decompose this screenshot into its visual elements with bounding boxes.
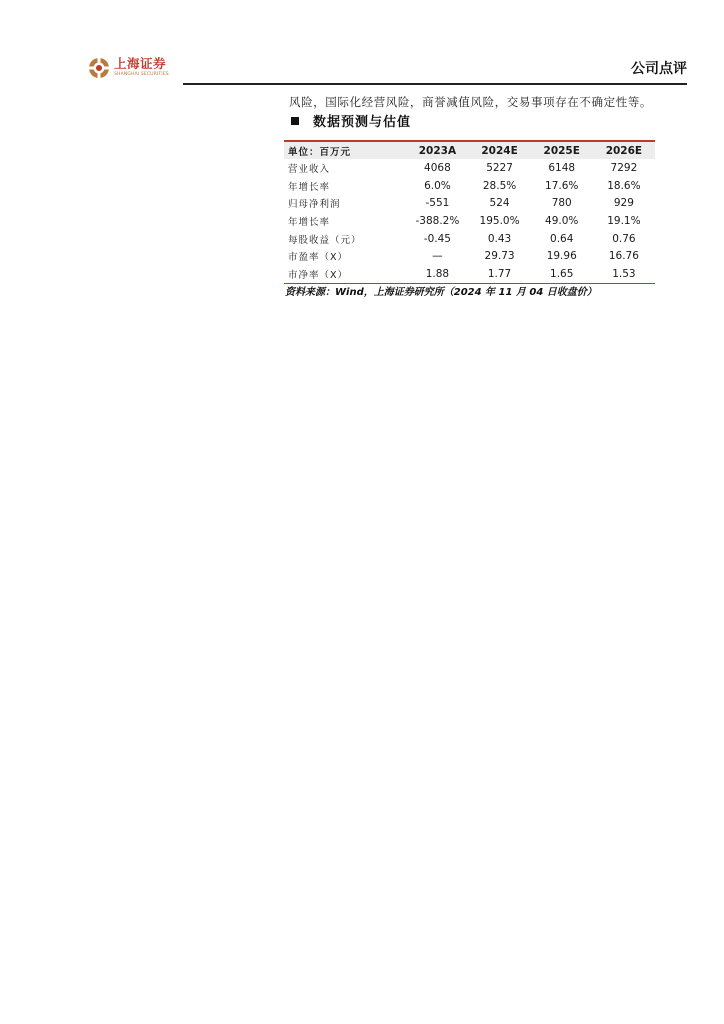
row-label: 营业收入 [288,163,331,175]
table-cell: -388.2% [415,214,460,227]
table-header-cell: 2023A [406,142,468,159]
brand-logo-icon [88,57,110,79]
table-cell: 19.96 [546,250,577,263]
table-header-cell: 2024E [468,142,530,159]
brand-name-en: SHANGHAI SECURITIES [114,71,169,77]
table-cell: 6.0% [424,179,451,192]
table-cell: 18.6% [607,179,641,192]
table-cell: 524 [489,197,510,210]
table-row [284,159,655,177]
row-label: 每股收益（元） [288,234,362,246]
table-cell: 6148 [548,161,576,174]
header-divider [183,83,687,85]
table-cell: 19.1% [607,214,641,227]
row-label: 市净率（X） [284,265,406,283]
table-header-cell: 2025E [531,142,593,159]
table-row [284,247,655,265]
table-cell: 195.0% [479,214,520,227]
table-cell: 780 [551,197,572,210]
table-cell: 0.64 [550,232,574,245]
table-cell: 16.76 [608,250,639,263]
section-title: 数据预测与估值 [313,115,412,130]
section-heading [291,111,411,130]
table-row [284,212,655,230]
table-cell: 0.43 [487,232,512,245]
table-header-cell: 单位：百万元 [284,142,406,159]
table-cell: 1.88 [406,265,468,283]
row-label: 市盈率（X） [288,252,349,264]
brand-name-cn: 上海证券 [114,56,167,72]
table-source-note: 资料来源：Wind，上海证券研究所（2024 年 11 月 04 日收盘价） [285,287,597,298]
table-cell: — [432,250,443,263]
table-cell: 0.76 [612,232,636,245]
table-header-cell: 2026E [593,142,655,159]
row-label: 年增长率 [288,216,331,228]
table-cell: 929 [613,197,634,210]
row-label: 年增长率 [288,181,331,193]
table-row [284,194,655,212]
table-cell: 49.0% [545,214,579,227]
table-cell: 5227 [486,161,513,174]
doc-type-label: 公司点评 [631,61,687,77]
table-cell: 29.73 [484,250,515,263]
table-row [284,177,655,195]
table-cell: 1.77 [468,265,530,283]
square-bullet-icon [291,117,299,125]
table-cell: 7292 [610,161,638,174]
table-cell: 28.5% [482,179,517,192]
table-row [284,265,655,283]
row-label: 归母净利润 [288,199,341,211]
table-cell: 4068 [424,161,451,174]
brand-logo [88,57,169,79]
table-cell: 17.6% [545,179,579,192]
table-cell: -0.45 [423,232,451,245]
table-cell: 1.65 [531,265,593,283]
table-row [284,230,655,248]
forecast-table [284,140,655,284]
table-header-row [284,142,655,159]
risk-paragraph: 风险，国际化经营风险，商誉减值风险，交易事项存在不确定性等。 [289,95,652,109]
page-header [0,0,724,90]
table-cell: 1.53 [593,265,655,283]
table-cell: -551 [425,197,450,210]
